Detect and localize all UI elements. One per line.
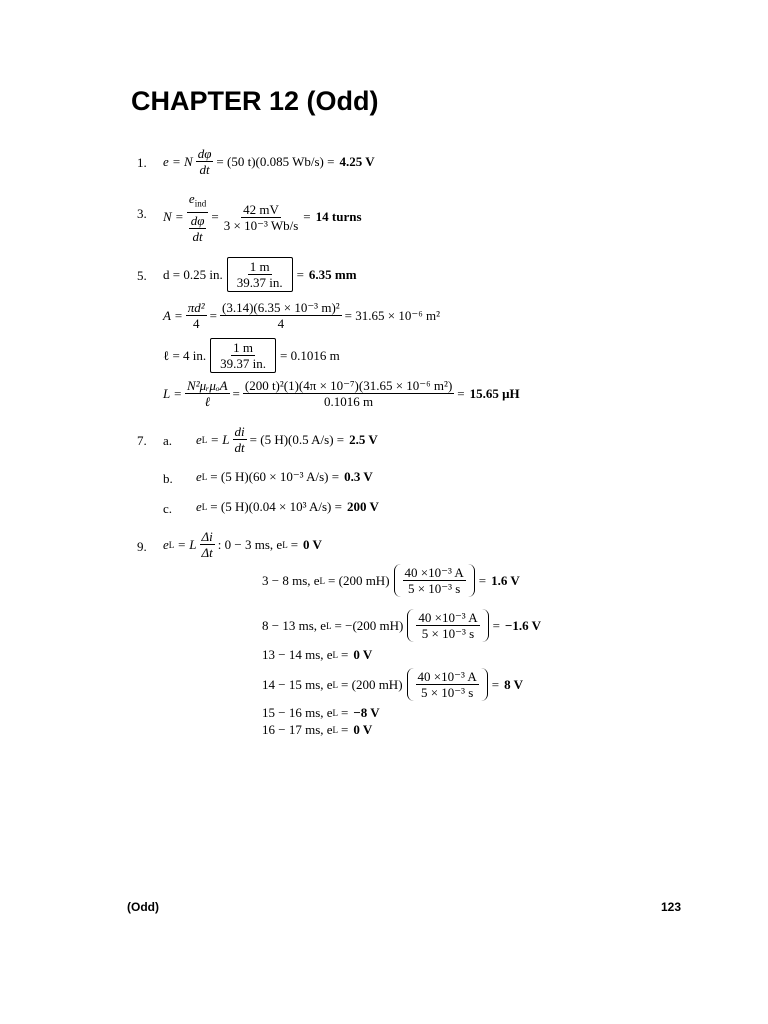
problem-5-line-1: d = 0.25 in. 1 m 39.37 in. = 6.35 mm <box>163 259 357 290</box>
p3-fraction-1: $e_{ind}$ $\frac{d\varphi}{dt}$ <box>188 191 207 244</box>
p9-result-2: −1.6 V <box>504 617 542 633</box>
p3-fraction-2: $\frac{42 mV}{\text{3 × 10⁻³ Wb/s}}$ <box>223 201 299 233</box>
p9-result-3: 0 V <box>353 647 373 662</box>
p5-conversion-bracket: 1 m 39.37 in. <box>227 257 293 292</box>
p7a-result: 2.5 V <box>349 431 378 447</box>
p9-row-3: 13 − 14 ms, e L = 0 V <box>262 647 373 662</box>
problem-7-number: 7. <box>137 433 147 448</box>
p3-result: 14 turns <box>315 209 362 225</box>
p9-row-2: 8 − 13 ms, e L = −(200 mH) 40 ×10⁻³ A 5 × 10⁻³ s = −1.6 V <box>262 610 542 641</box>
p9-result-5: −8 V <box>353 705 380 720</box>
chapter-title: CHAPTER 12 (Odd) <box>131 86 379 116</box>
footer-odd-label: (Odd) <box>127 900 159 914</box>
problem-5-line-3: ℓ = 4 in. 1 m 39.37 in. = 0.1016 m <box>163 340 340 371</box>
problem-5-line-4: L = N²μᵣμₒA ℓ = $\frac{\text{(200 t)²(1)(4π × 10⁻⁷)(31.65 × 10⁻⁶ m²)}}{0.1016 m}$ = 15.65 μH <box>163 378 520 409</box>
problem-3-number: 3. <box>137 206 147 221</box>
p9-result-1: 1.6 V <box>491 572 520 588</box>
p9-result-0: 0 V <box>303 536 322 552</box>
problem-7c-label: c. <box>163 501 173 516</box>
p7b-result: 0.3 V <box>344 469 373 484</box>
problem-7b-label: b. <box>163 471 173 486</box>
problem-1-number: 1. <box>137 155 147 170</box>
problem-5-line-2: A = $\frac{\text{πd²}}{4}$ = $\frac{\text{(3.14)(6.35 × 10⁻³ m)²}}{4}$ = 31.65 × 10⁻⁶ m² <box>163 300 440 331</box>
problem-7a-label: a. <box>163 433 173 448</box>
p5-result-inductance: 15.65 μH <box>469 385 520 401</box>
problem-7a-equation: e L = L $\frac{di}{dt}$ = (5 H)(0.5 A/s) = 2.5 V <box>196 424 378 455</box>
problem-1-equation <box>163 146 380 177</box>
p9-row-5: 15 − 16 ms, e L = −8 V <box>262 705 380 720</box>
problem-5-number: 5. <box>137 268 147 283</box>
problem-9-number: 9. <box>137 539 147 554</box>
problem-3-equation: N = $e_{ind}$ $\frac{d\varphi}{dt}$ = $\frac{42 mV}{\text{3 × 10⁻³ Wb/s}}$ = 14 turns <box>163 191 362 244</box>
problem-9-header: e L = L Δi Δt : 0 − 3 ms, e L = 0 V <box>163 529 322 560</box>
p7c-result: 200 V <box>346 499 379 514</box>
p5-result-diameter: 6.35 mm <box>308 266 357 282</box>
p5-area: = 31.65 × 10⁻⁶ m² <box>344 307 440 323</box>
p5-length: = 0.1016 m <box>280 347 340 363</box>
p9-result-4: 8 V <box>504 676 524 692</box>
problem-7b-equation: e L = (5 H)(60 × 10⁻³ A/s) = 0.3 V <box>196 469 373 484</box>
problem-7c-equation: e L = (5 H)(0.04 × 10³ A/s) = 200 V <box>196 499 379 514</box>
p9-row-6: 16 − 17 ms, e L = 0 V <box>262 722 373 737</box>
p1-lhs: e = N <box>163 153 193 169</box>
p9-row-4: 14 − 15 ms, e L = (200 mH) 40 ×10⁻³ A 5 × 10⁻³ s = 8 V <box>262 669 524 700</box>
p1-rhs: = (50 t)(0.085 Wb/s) = <box>216 153 335 169</box>
p1-fraction: $\frac{d\varphi}{dt}$ <box>197 146 212 177</box>
p9-row-1: 3 − 8 ms, e L = (200 mH) 40 ×10⁻³ A 5 × 10⁻³ s = 1.6 V <box>262 565 520 596</box>
p9-result-6: 0 V <box>353 722 373 737</box>
p1-result: 4.25 V <box>339 153 375 169</box>
page-number: 123 <box>661 900 682 914</box>
